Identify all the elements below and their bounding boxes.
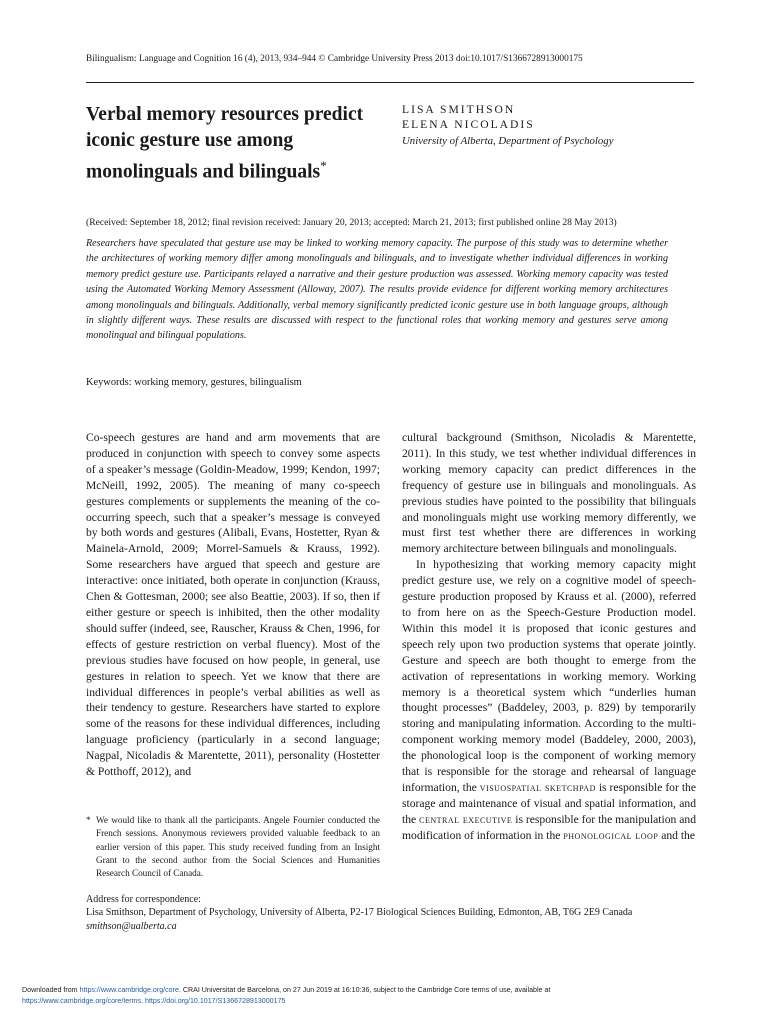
cambridge-core-link[interactable]: https://www.cambridge.org/core [79, 986, 179, 994]
abstract: Researchers have speculated that gesture use may be linked to working memory capacity. The purpose of this study was to determine whether the architectures of working memory differ among monolinguals and bilinguals, and to investigate whether individual differences in working memory predict gesture use. Participants relayed a narrative and their gesture production was assessed. Working memory capacity was tested using the Automated Working Memory Assessment (Alloway, 2007). The results provide evidence for different working memory architectures among monolinguals and bilinguals. Additionally, verbal memory significantly predicted iconic gesture use in both language groups, although in slightly different ways. These results are discussed with respect to the functional roles that working memory and gestures serve among monolingual and bilingual populations. [86, 238, 668, 342]
author-name: LISA SMITHSON [402, 103, 516, 116]
body-paragraph: cultural background (Smithson, Nicoladis & Marentette, 2011). In this study, we test whether individual differences in working memory capacity can predict differences in the frequency of gesture use in bilinguals and monolinguals. As previous studies have pointed to the possibility that bilinguals and monolinguals might use working memory differently, we must first test whether there are differences in working memory architecture between bilinguals and monolinguals. [402, 431, 696, 556]
keywords: Keywords: working memory, gestures, bilingualism [86, 377, 302, 388]
affiliation: University of Alberta, Department of Psychology [402, 135, 614, 147]
body-text: In hypothesizing that working memory capacity might predict gesture use, we rely on a cognitive model of speech-gesture production proposed by Krauss et al. (2000), referred to from here on as the Speech-Gesture Production model. Within this model it is proposed that iconic gestures and speech rely upon two production systems that operate jointly. Gesture and speech are both thought to emerge from the activation of representations in working memory. Working memory is a theoretical system which “underlies human thought processes” (Baddeley, 2003, p. 829) by temporarily storing and manipulating information. According to the multi-component working memory model (Baddeley, 2000, 2003), the phonological loop is the component of working memory that is responsible for the storage and rehearsal of language information, the [402, 558, 696, 794]
term-phonological-loop: phonological loop [563, 828, 659, 842]
address-line: Lisa Smithson, Department of Psychology, University of Alberta, P2-17 Biological Sciences Building, Edmonton, AB, T6G 2E9 Canada [86, 907, 633, 919]
correspondence-address [86, 893, 686, 933]
terms-link[interactable]: https://www.cambridge.org/core/terms [22, 996, 142, 1005]
title-text: Verbal memory resources predict iconic gesture use among monolinguals and bilinguals [86, 104, 364, 183]
body-paragraph: Co-speech gestures are hand and arm movements that are produced in conjunction with speech to convey some aspects of a speaker’s message (Goldin-Meadow, 1999; Kendon, 1997; McNeill, 1992, 2005). The meaning of many co-speech gestures complements or supplements the meaning of the co-occurring speech, such that a speaker’s message is conveyed by both words and gestures (Alibali, Evans, Hostetter, Ryan & Mainela-Arnold, 2009; Morrel-Samuels & Krauss, 1992). Some researchers have argued that speech and gesture are interactive: once initiated, both operate in conjunction (Krauss, Chen & Gottesman, 2000; see also Beattie, 2003). If so, then if either gesture or speech is inhibited, then the other modality should suffer (indeed, see, Rauscher, Krauss & Chen, 1996, for effects of gesture restriction on verbal fluency). Most of the previous studies have focused on how people, in general, use gestures in relation to speech. Yet we know that there are individual differences in people’s verbal abilities as well as their tendency to gesture. Researchers have started to explore some of the reasons for these individual differences, including language proficiency (particularly in a second language; Nagpal, Nicoladis & Marentette, 2011), personality (Hostetter & Potthoff, 2012), and [86, 431, 380, 779]
download-text: . CRAI Universitat de Barcelona, on 27 Jun 2019 at 16:10:36, subject to the Cambridge Core terms of use, available at [178, 986, 551, 994]
body-column-left [86, 430, 380, 780]
title-footnote-mark[interactable]: * [320, 158, 327, 173]
footnote-text: We would like to thank all the participants. Angele Fournier conducted the French sessions. Anonymous reviewers provided valuable feedback to an earlier version of this paper. This study received funding from an Insight Grant to the second author from the Social Sciences and Humanities Research Council of Canada. [96, 815, 380, 879]
author-name: ELENA NICOLADIS [402, 117, 535, 131]
address-heading: Address for correspondence: [86, 894, 201, 905]
body-text: and the [661, 828, 695, 842]
header-rule [86, 82, 694, 83]
footnote-mark: * [86, 815, 91, 825]
body-paragraph [402, 557, 696, 843]
body-text: is responsible for the storage and maintenance of visual and spatial information, and the [402, 780, 696, 826]
term-visuospatial-sketchpad: visuospatial sketchpad [479, 780, 596, 794]
publication-dates: (Received: September 18, 2012; final revision received: January 20, 2013; accepted: March 21, 2013; first published online 28 May 2013) [86, 217, 617, 228]
running-head: Bilingualism: Language and Cognition 16 (4), 2013, 934–944 © Cambridge University Press 2013 doi:10.1017/S1366728913000175 [86, 54, 583, 64]
article-title [86, 102, 386, 185]
term-central-executive: central executive [419, 812, 513, 826]
body-text: is responsible for the manipulation and modification of information in the [402, 812, 697, 842]
email-link[interactable]: smithson@ualberta.ca [86, 920, 177, 932]
author-list [402, 103, 535, 132]
body-column-right [402, 430, 696, 844]
download-text: . [141, 996, 146, 1005]
download-notice [22, 985, 752, 1006]
doi-link[interactable]: https://doi.org/10.1017/S1366728913000175 [145, 996, 286, 1005]
footnote [86, 814, 380, 880]
download-text: Downloaded from [22, 986, 80, 994]
